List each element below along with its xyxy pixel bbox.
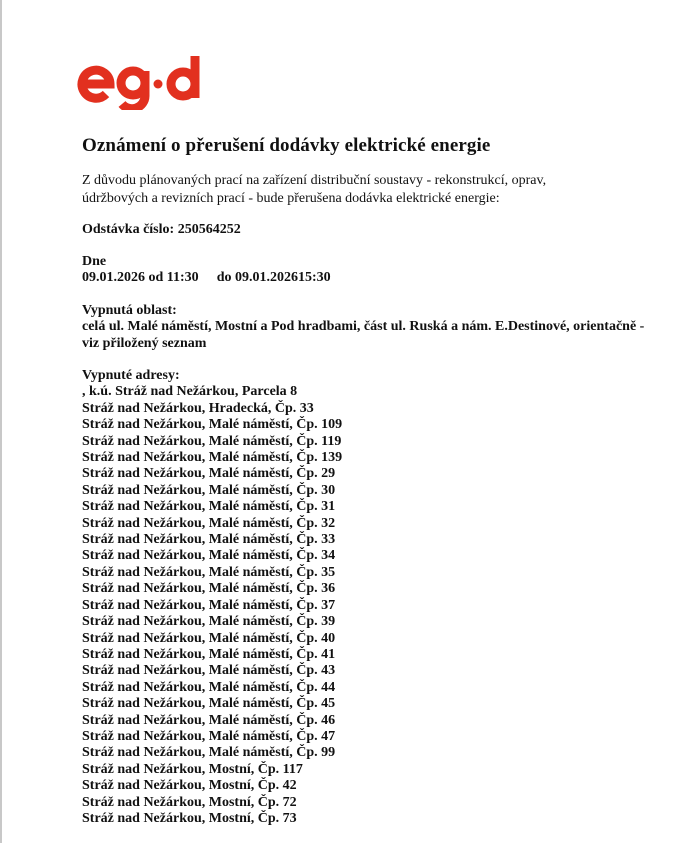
address-item: Stráž nad Nežárkou, Malé náměstí, Čp. 33	[82, 532, 336, 548]
area-label: Vypnutá oblast:	[82, 303, 177, 318]
date-to: do 09.01.202615:30	[216, 270, 331, 286]
address-item: Stráž nad Nežárkou, Malé náměstí, Čp. 36	[82, 581, 336, 597]
outage-number-label: Odstávka číslo:	[82, 222, 175, 237]
address-item: Stráž nad Nežárkou, Malé náměstí, Čp. 45	[82, 696, 336, 712]
address-item: Stráž nad Nežárkou, Malé náměstí, Čp. 37	[82, 597, 336, 613]
egd-logo	[76, 52, 206, 110]
address-item: Stráž nad Nežárkou, Malé náměstí, Čp. 46	[82, 712, 336, 728]
address-list	[82, 384, 342, 827]
address-item: Stráž nad Nežárkou, Malé náměstí, Čp. 99	[82, 745, 336, 761]
address-item: , k.ú. Stráž nad Nežárkou, Parcela 8	[82, 384, 298, 400]
notice-intro	[82, 172, 552, 208]
address-item: Stráž nad Nežárkou, Mostní, Čp. 73	[82, 810, 297, 826]
address-item: Stráž nad Nežárkou, Malé náměstí, Čp. 44	[82, 679, 336, 695]
intro-line-1: Z důvodu plánovaných prací na zařízení distribuční soustavy - rekonstrukcí, oprav,	[82, 173, 547, 188]
date-range	[82, 270, 331, 286]
outage-number-value: 250564252	[177, 222, 241, 237]
address-item: Stráž nad Nežárkou, Malé náměstí, Čp. 139	[82, 450, 343, 466]
address-item: Stráž nad Nežárkou, Malé náměstí, Čp. 31	[82, 499, 336, 515]
address-item: Stráž nad Nežárkou, Malé náměstí, Čp. 39	[82, 614, 336, 630]
outage-addresses	[82, 368, 342, 827]
address-item: Stráž nad Nežárkou, Malé náměstí, Čp. 41	[82, 646, 336, 662]
address-item: Stráž nad Nežárkou, Malé náměstí, Čp. 40	[82, 630, 336, 646]
address-item: Stráž nad Nežárkou, Malé náměstí, Čp. 29	[82, 466, 336, 482]
address-item: Stráž nad Nežárkou, Mostní, Čp. 72	[82, 794, 297, 810]
address-item: Stráž nad Nežárkou, Malé náměstí, Čp. 109	[82, 417, 343, 433]
outage-area	[82, 303, 662, 352]
egd-logo-icon	[76, 52, 206, 110]
date-label: Dne	[82, 254, 107, 269]
address-item: Stráž nad Nežárkou, Malé náměstí, Čp. 34	[82, 548, 336, 564]
address-item: Stráž nad Nežárkou, Malé náměstí, Čp. 43	[82, 663, 336, 679]
address-item: Stráž nad Nežárkou, Malé náměstí, Čp. 30	[82, 482, 336, 498]
address-item: Stráž nad Nežárkou, Malé náměstí, Čp. 32	[82, 515, 336, 531]
outage-dates	[82, 254, 331, 287]
address-item: Stráž nad Nežárkou, Hradecká, Čp. 33	[82, 400, 314, 416]
address-item: Stráž nad Nežárkou, Malé náměstí, Čp. 47	[82, 728, 336, 744]
address-item: Stráž nad Nežárkou, Mostní, Čp. 117	[82, 761, 303, 777]
outage-number	[82, 222, 241, 238]
date-from: 09.01.2026 od 11:30	[82, 270, 199, 286]
intro-line-2: údržbových a revizních prací - bude přerušena dodávka elektrické energie:	[82, 191, 500, 206]
area-text: celá ul. Malé náměstí, Mostní a Pod hradbami, část ul. Ruská a nám. E.Destinové, orientačně - viz přiložený seznam	[82, 319, 645, 351]
addresses-label: Vypnuté adresy:	[82, 368, 180, 383]
address-item: Stráž nad Nežárkou, Malé náměstí, Čp. 35	[82, 564, 336, 580]
notice-title: Oznámení o přerušení dodávky elektrické energie	[82, 135, 491, 156]
address-item: Stráž nad Nežárkou, Mostní, Čp. 42	[82, 778, 297, 794]
address-item: Stráž nad Nežárkou, Malé náměstí, Čp. 119	[82, 433, 342, 449]
